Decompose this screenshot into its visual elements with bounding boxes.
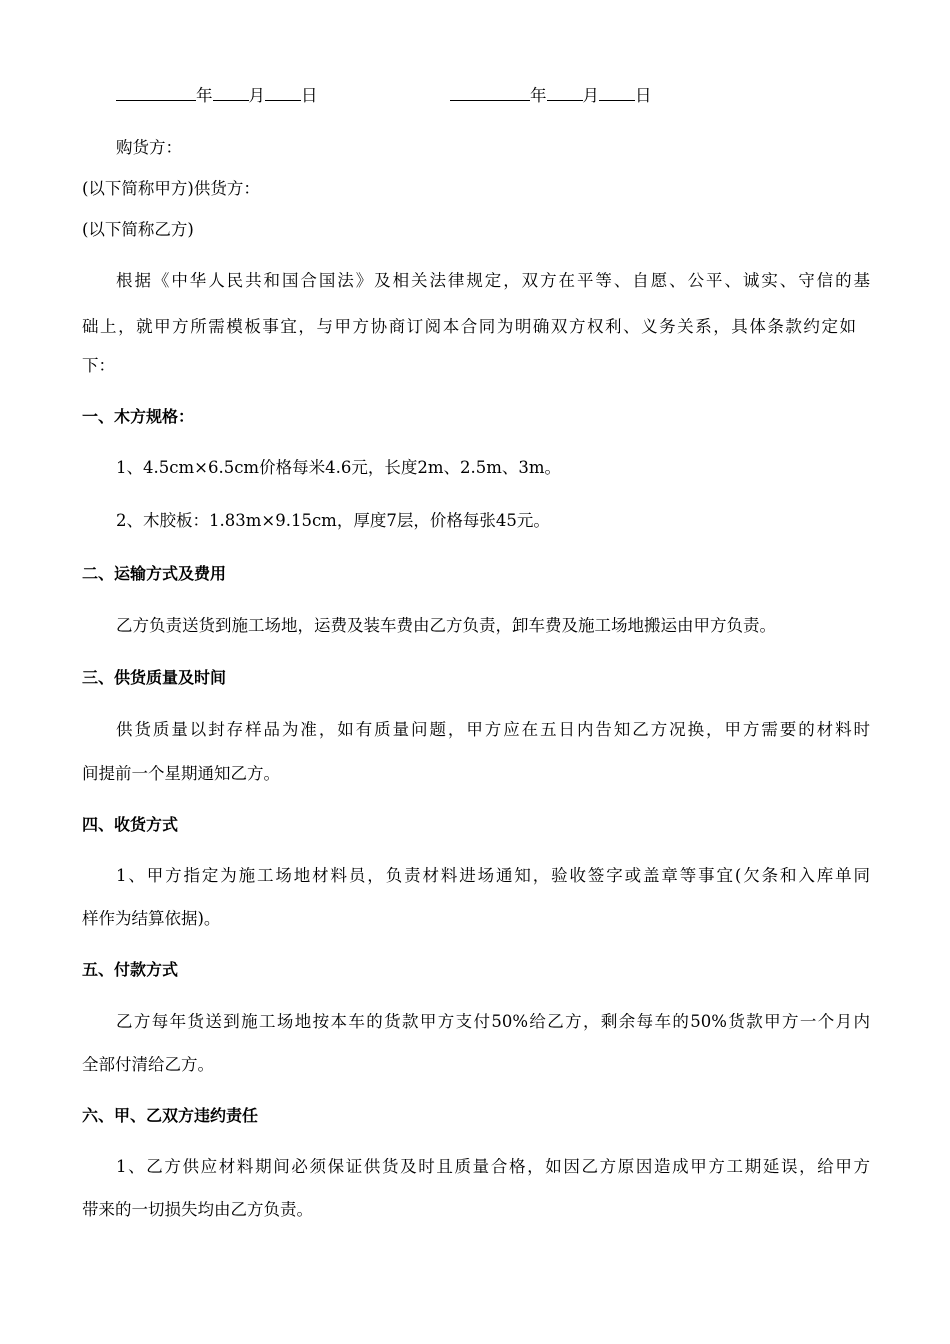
month-label-right: 月 [582, 86, 599, 105]
month-blank-right[interactable] [547, 84, 583, 101]
day-label-right: 日 [635, 86, 652, 105]
date-left [116, 86, 323, 105]
month-blank-left[interactable] [213, 84, 249, 101]
section-6-title: 六、甲、乙双方违约责任 [82, 1106, 259, 1125]
section-2-text: 乙方负责送货到施工场地，运费及装车费由乙方负责，卸车费及施工场地搬运由甲方负责。 [116, 616, 776, 635]
seller-alias-line: (以下简称乙方) [82, 220, 194, 239]
year-blank-right[interactable] [450, 84, 530, 101]
year-label-left: 年 [196, 86, 213, 105]
intro-line-3: 下： [82, 356, 115, 375]
section-3-title: 三、供货质量及时间 [82, 668, 227, 687]
signature-date-line [116, 84, 906, 106]
section-1-item-1: 1、4.5cm×6.5cm价格每米4.6元，长度2m、2.5m、3m。 [116, 458, 561, 477]
section-4-title: 四、收货方式 [82, 815, 179, 834]
seller-line: (以下简称甲方)供货方： [82, 179, 260, 198]
section-5-title: 五、付款方式 [82, 960, 179, 979]
section-1-title: 一、木方规格： [82, 407, 195, 426]
section-6-line-2: 带来的一切损失均由乙方负责。 [82, 1200, 313, 1219]
section-5-line-1: 乙方每年货送到施工场地按本车的货款甲方支付50%给乙方，剩余每车的50%货款甲方一个月内 [116, 1012, 870, 1031]
section-2-title: 二、运输方式及费用 [82, 564, 227, 583]
buyer-line: 购货方： [116, 138, 182, 157]
year-blank-left[interactable] [116, 84, 196, 101]
day-label-left: 日 [301, 86, 318, 105]
section-4-line-1: 1、甲方指定为施工场地材料员，负责材料进场通知，验收签字或盖章等事宜(欠条和入库单同 [116, 866, 870, 885]
intro-line-2: 础上，就甲方所需模板事宜，与甲方协商订阅本合同为明确双方权利、义务关系，具体条款约定如 [82, 317, 856, 336]
section-3-line-2: 间提前一个星期通知乙方。 [82, 764, 280, 783]
section-6-line-1: 1、乙方供应材料期间必须保证供货及时且质量合格，如因乙方原因造成甲方工期延误，给甲方 [116, 1157, 870, 1176]
section-5-line-2: 全部付清给乙方。 [82, 1055, 214, 1074]
year-label-right: 年 [530, 86, 547, 105]
section-3-line-1: 供货质量以封存样品为准，如有质量问题，甲方应在五日内告知乙方况换，甲方需要的材料时 [116, 720, 870, 739]
day-blank-right[interactable] [599, 84, 635, 101]
section-1-item-2: 2、木胶板：1.83m×9.15cm，厚度7层，价格每张45元。 [116, 511, 550, 530]
month-label-left: 月 [248, 86, 265, 105]
date-right [450, 86, 652, 105]
section-4-line-2: 样作为结算依据)。 [82, 909, 221, 928]
day-blank-left[interactable] [265, 84, 301, 101]
intro-line-1: 根据《中华人民共和国合国法》及相关法律规定，双方在平等、自愿、公平、诚实、守信的基 [116, 271, 870, 290]
